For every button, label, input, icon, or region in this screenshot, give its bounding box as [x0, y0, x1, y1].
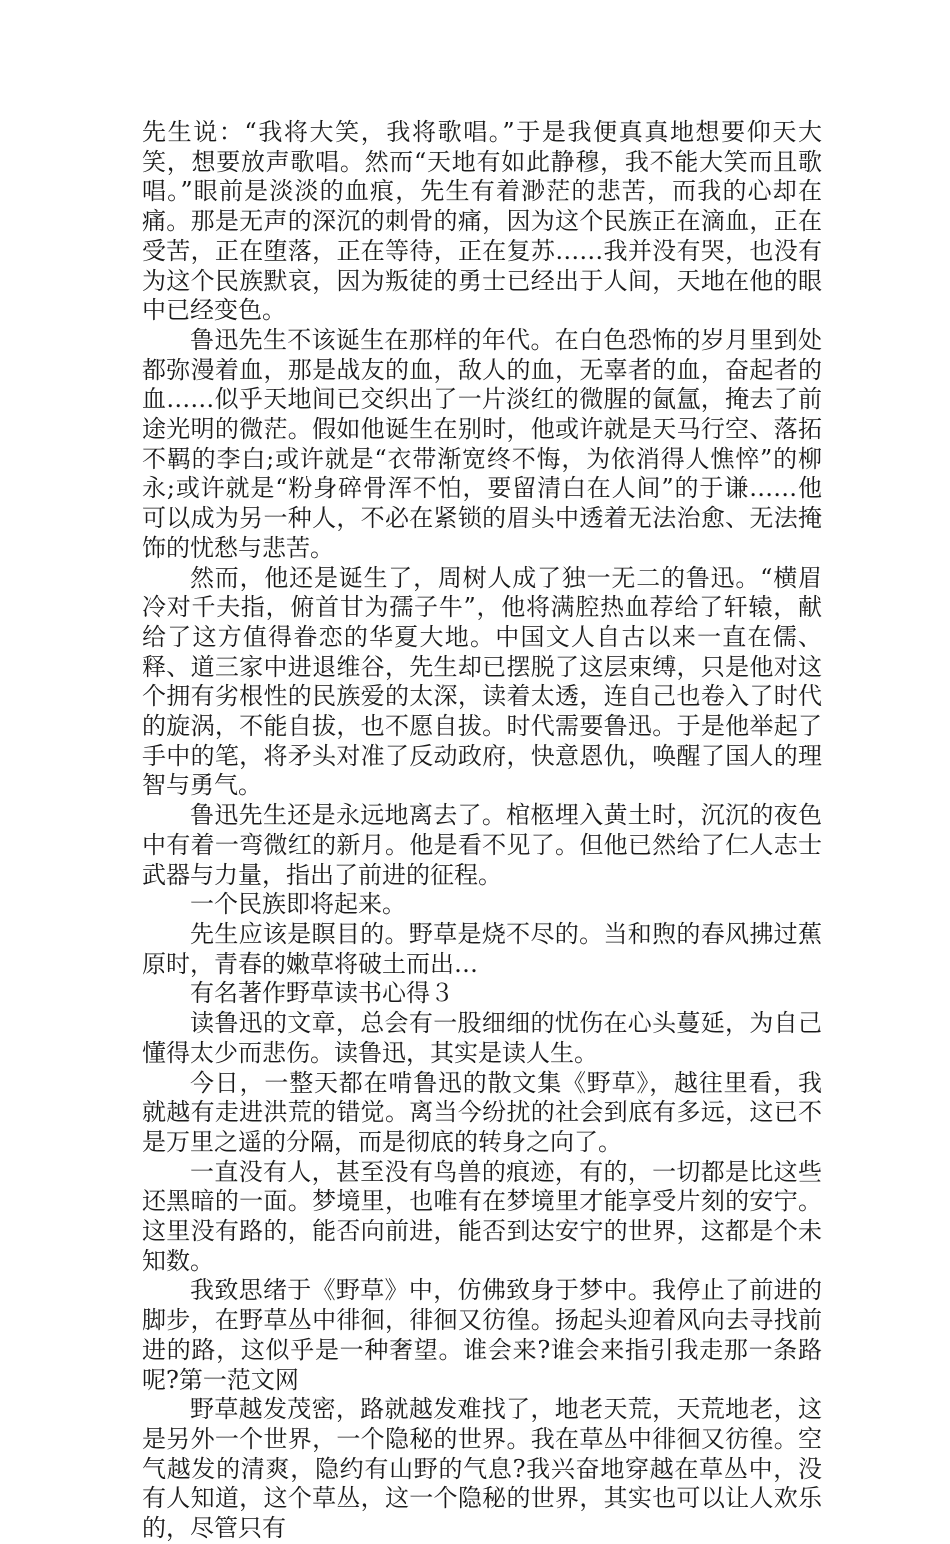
- paragraph: 鲁迅先生不该诞生在那样的年代。在白色恐怖的岁月里到处都弥漫着血，那是战友的血，敌人的血，无辜者的血，奋起者的血……似乎天地间已交织出了一片淡红的微腥的氤氲，掩去了前途光明的微茫。假如他诞生在别时，他或许就是天马行空、落拓不羁的李白;或许就是“衣带渐宽终不悔，为依消得人憔悴”的柳永;或许就是“粉身碎骨浑不怕，要留清白在人间”的于谦……他可以成为另一种人，不必在紧锁的眉头中透着无法治愈、无法掩饰的忧愁与悲苦。: [142, 325, 822, 562]
- paragraph: 先生说：“我将大笑，我将歌唱。”于是我便真真地想要仰天大笑，想要放声歌唱。然而“天地有如此静穆，我不能大笑而且歌唱。”眼前是淡淡的血痕，先生有着渺茫的悲苦，而我的心却在痛。那是无声的深沉的刺骨的痛，因为这个民族正在滴血，正在受苦，正在堕落，正在等待，正在复苏……我并没有哭，也没有为这个民族默哀，因为叛徒的勇士已经出于人间，天地在他的眼中已经变色。: [142, 118, 822, 325]
- paragraph: 鲁迅先生还是永远地离去了。棺柩埋入黄土时，沉沉的夜色中有着一弯微红的新月。他是看不见了。但他已然给了仁人志士武器与力量，指出了前进的征程。: [142, 801, 822, 889]
- paragraph: 然而，他还是诞生了，周树人成了独一无二的鲁迅。“横眉冷对千夫指，俯首甘为孺子牛”，他将满腔热血荐给了轩辕，献给了这方值得眷恋的华夏大地。中国文人自古以来一直在儒、释、道三家中进退维谷，先生却已摆脱了这层束缚，只是他对这个拥有劣根性的民族爱的太深，读着太透，连自己也卷入了时代的旋涡，不能自拔，也不愿自拔。时代需要鲁迅。于是他举起了手中的笔，将矛头对准了反动政府，快意恩仇，唤醒了国人的理智与勇气。: [142, 563, 822, 800]
- section-heading: 有名著作野草读书心得３: [190, 979, 454, 1008]
- paragraph: 先生应该是瞑目的。野草是烧不尽的。当和煦的春风拂过蕉原时，青春的嫩草将破土而出…: [142, 919, 822, 978]
- paragraph: 野草越发茂密，路就越发难找了，地老天荒，天荒地老，这是另外一个世界，一个隐秘的世界。我在草丛中徘徊又彷徨。空气越发的清爽，隐约有山野的气息?我兴奋地穿越在草丛中，没有人知道，这个草丛，这一个隐秘的世界，其实也可以让人欢乐的，尽管只有: [142, 1395, 822, 1543]
- paragraph: 一个民族即将起来。: [190, 890, 406, 919]
- paragraph: 读鲁迅的文章，总会有一股细细的忧伤在心头蔓延，为自己懂得太少而悲伤。读鲁迅，其实是读人生。: [142, 1009, 822, 1067]
- paragraph: 一直没有人，甚至没有鸟兽的痕迹，有的，一切都是比这些还黑暗的一面。梦境里，也唯有在梦境里才能享受片刻的安宁。这里没有路的，能否向前进，能否到达安宁的世界，这都是个未知数。: [142, 1157, 822, 1275]
- document-body: [142, 118, 822, 1544]
- paragraph: 我致思绪于《野草》中，仿佛致身于梦中。我停止了前进的脚步，在野草丛中徘徊，徘徊又彷徨。扬起头迎着风向去寻找前进的路，这似乎是一种奢望。谁会来?谁会来指引我走那一条路呢?第一范文网: [142, 1276, 822, 1394]
- paragraph: 今日，一整天都在啃鲁迅的散文集《野草》，越往里看，我就越有走进洪荒的错觉。离当今纷扰的社会到底有多远，这已不是万里之遥的分隔，而是彻底的转身之向了。: [142, 1068, 822, 1156]
